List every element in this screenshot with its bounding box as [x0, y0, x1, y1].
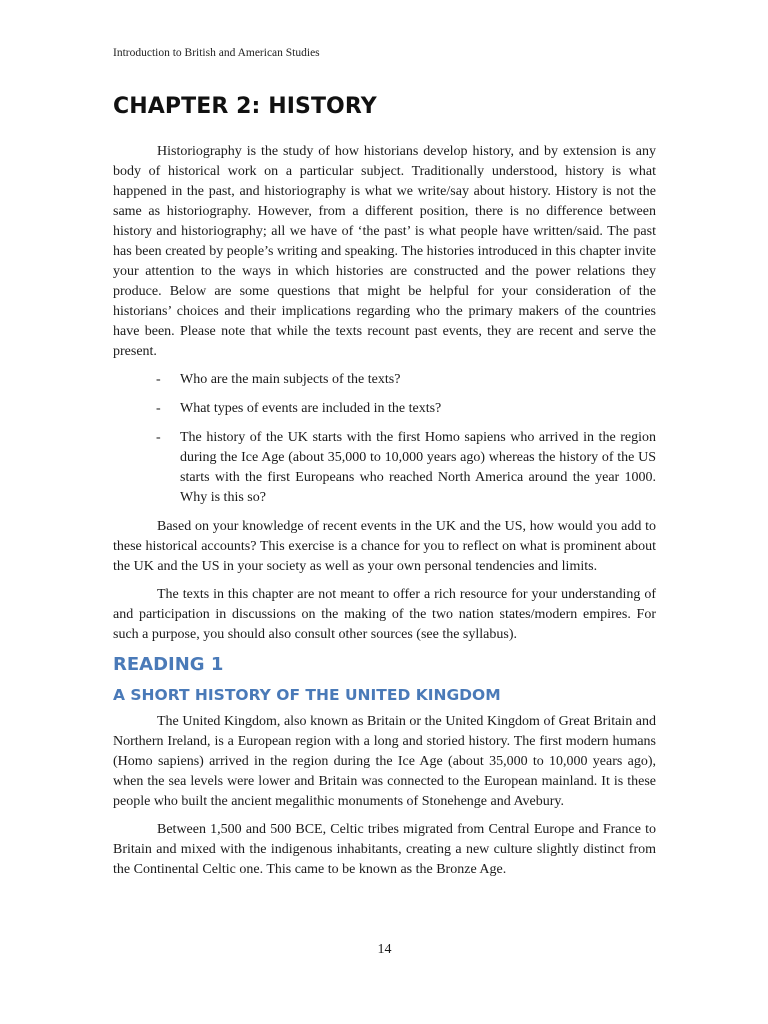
running-header: Introduction to British and American Studies	[113, 47, 320, 59]
intro-paragraph: Historiography is the study of how historians develop history, and by extension is any body of historical work on a particular subject. Traditionally understood, history is what happened in the past, and historiography is what we write/say about history. History is not the same as historiography. However, from a different position, there is no difference between history and historiography; all we have of ‘the past’ is what people have written/said. The past has been created by people’s writing and speaking. The histories introduced in this chapter invite your attention to the ways in which histories are constructed and the power relations they produce. Below are some questions that might be helpful for your consideration of the historians’ choices and their implications regarding who the primary makers of the countries have been. Please note that while the texts recount past events, they are recent and serve the present.	[113, 144, 656, 359]
question-text: The history of the UK starts with the first Homo sapiens who arrived in the region during the Ice Age (about 35,000 to 10,000 years ago) whereas the history of the US starts with the first Europeans who reached North America around the year 1000. Why is this so?	[180, 430, 656, 505]
question-item	[156, 370, 656, 390]
page-number: 14	[377, 942, 392, 957]
document-page	[113, 0, 656, 1024]
list-bullet: -	[156, 430, 161, 445]
followup-paragraph: The texts in this chapter are not meant to offer a rich resource for your understanding of and participation in discussions on the making of the two nation states/modern empires. For such a purpose, you should also consult other sources (see the syllabus).	[113, 587, 656, 642]
question-text: Who are the main subjects of the texts?	[180, 372, 401, 387]
question-text: What types of events are included in the texts?	[180, 401, 442, 416]
reading-title: A SHORT HISTORY OF THE UNITED KINGDOM	[113, 686, 501, 704]
followup-paragraph: Based on your knowledge of recent events in the UK and the US, how would you add to these historical accounts? This exercise is a chance for you to reflect on what is prominent about the UK and the US in your society as well as your own personal tendencies and limits.	[113, 519, 656, 574]
chapter-title: CHAPTER 2: HISTORY	[113, 94, 377, 119]
question-list	[113, 370, 656, 508]
reading-paragraph: Between 1,500 and 500 BCE, Celtic tribes migrated from Central Europe and France to Britain and mixed with the indigenous inhabitants, creating a new culture slightly distinct from the Continental Celtic one. This came to be known as the Bronze Age.	[113, 822, 656, 877]
page-content	[113, 142, 656, 888]
question-item	[156, 428, 656, 508]
question-item	[156, 399, 656, 419]
list-bullet: -	[156, 401, 161, 416]
reading-label: READING 1	[113, 654, 224, 675]
reading-paragraph: The United Kingdom, also known as Britain or the United Kingdom of Great Britain and Northern Ireland, is a European region with a long and storied history. The first modern humans (Homo sapiens) arrived in the region during the Ice Age (about 35,000 to 10,000 years ago), when the sea levels were lower and Britain was connected to the European mainland. It is these people who built the ancient megalithic monuments of Stonehenge and Avebury.	[113, 714, 656, 809]
list-bullet: -	[156, 372, 161, 387]
